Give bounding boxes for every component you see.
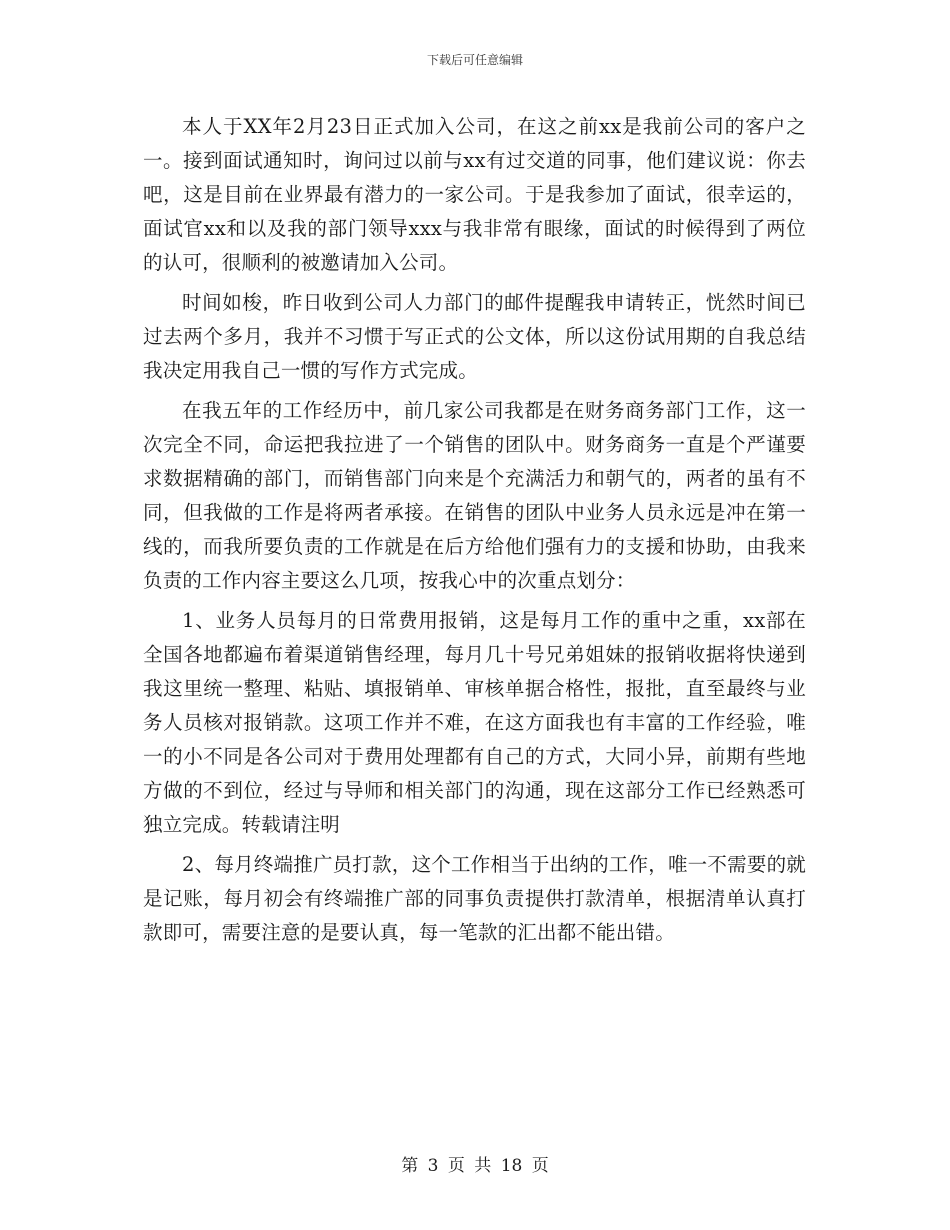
page-number-footer: 第 3 页 共 18 页 — [401, 1156, 549, 1176]
paragraph-5: 2、每月终端推广员打款，这个工作相当于出纳的工作，唯一不需要的就是记账，每月初会有终端推广部的同事负责提供打款清单，根据清单认真打款即可，需要注意的是要认真，每一笔款的汇出都不能出错。 — [143, 853, 806, 944]
paragraph-3: 在我五年的工作经历中，前几家公司我都是在财务商务部门工作，这一次完全不同，命运把我拉进了一个销售的团队中。财务商务一直是个严谨要求数据精确的部门，而销售部门向来是个充满活力和朝气的，两者的虽有不同，但我做的工作是将两者承接。在销售的团队中业务人员永远是冲在第一线的，而我所要负责的工作就是在后方给他们强有力的支援和协助，由我来负责的工作内容主要这么几项，按我心中的次重点划分： — [143, 399, 806, 592]
paragraph-1: 本人于XX年2月23日正式加入公司，在这之前xx是我前公司的客户之一。接到面试通知时，询问过以前与xx有过交道的同事，他们建议说：你去吧，这是目前在业界最有潜力的一家公司。于是我参加了面试，很幸运的，面试官xx和以及我的部门领导xxx与我非常有眼缘，面试的时候得到了两位的认可，很顺利的被邀请加入公司。 — [143, 115, 806, 274]
paragraph-2: 时间如梭，昨日收到公司人力部门的邮件提醒我申请转正，恍然时间已过去两个多月，我并不习惯于写正式的公文体，所以这份试用期的自我总结我决定用我自己一惯的写作方式完成。 — [143, 291, 806, 382]
page-header: 下载后可任意编辑 — [426, 53, 523, 67]
paragraph-4: 1、业务人员每月的日常费用报销，这是每月工作的重中之重，xx部在全国各地都遍布着渠道销售经理，每月几十号兄弟姐妹的报销收据将快递到我这里统一整理、粘贴、填报销单、审核单据合格性，报批，直至最终与业务人员核对报销款。这项工作并不难，在这方面我也有丰富的工作经验，唯一的小不同是各公司对于费用处理都有自己的方式，大同小异，前期有些地方做的不到位，经过与导师和相关部门的沟通，现在这部分工作已经熟悉可独立完成。转载请注明 — [143, 609, 806, 836]
document-body — [143, 110, 806, 956]
